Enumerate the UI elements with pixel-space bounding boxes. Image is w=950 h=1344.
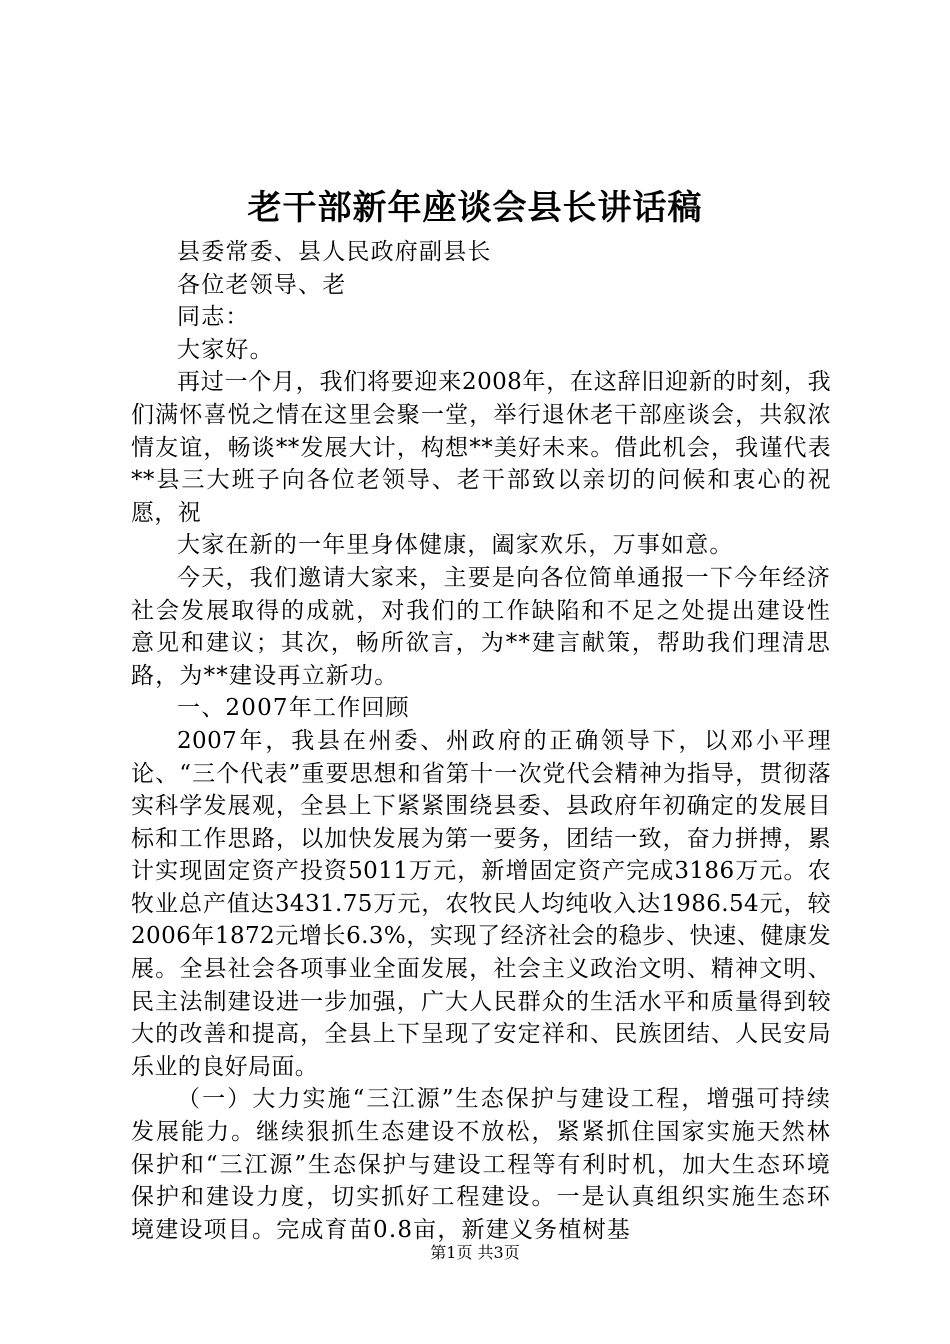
paragraph-8: 2007年，我县在州委、州政府的正确领导下，以邓小平理论、“三个代表”重要思想和省第十一次党代会精神为指导，贯彻落实科学发展观，全县上下紧紧围绕县委、县政府年初确定的发展目标和工作思路，以加快发展为第一要务，团结一致，奋力拼搏，累计实现固定资产投资5011万元，新增固定资产完成3186万元。农牧业总产值达3431.75万元，农牧民人均纯收入达1986.54元，较2006年1872元增长6.3%，实现了经济社会的稳步、快速、健康发展。全县社会各项事业全面发展，社会主义政治文明、精神文明、民主法制建设进一步加强，广大人民群众的生活水平和质量得到较大的改善和提高，全县上下呈现了安定祥和、民族团结、人民安局乐业的良好局面。 <box>131 727 831 1080</box>
section-heading-1: 一、2007年工作回顾 <box>177 695 410 722</box>
paragraph-2: 各位老领导、老 <box>177 271 347 298</box>
paragraph-1: 县委常委、县人民政府副县长 <box>177 239 492 265</box>
document-title: 老干部新年座谈会县长讲话稿 <box>247 188 703 228</box>
paragraph-4: 大家好。 <box>177 336 274 363</box>
paragraph-7: 今天，我们邀请大家来，主要是向各位简单通报一下今年经济社会发展取得的成就，对我们的工作缺陷和不足之处提出建设性意见和建议；其次，畅所欲言，为**建言献策，帮助我们理清思路，为**建设再立新功。 <box>131 564 831 689</box>
paragraph-3: 同志： <box>177 304 250 331</box>
paragraph-6: 大家在新的一年里身体健康，阖家欢乐，万事如意。 <box>177 532 734 559</box>
page-footer: 第1页 共3页 <box>430 1243 520 1262</box>
paragraph-5: 再过一个月，我们将要迎来2008年，在这辞旧迎新的时刻，我们满怀喜悦之情在这里会聚一堂，举行退休老干部座谈会，共叙浓情友谊，畅谈**发展大计，构想**美好未来。借此机会，我谨代表**县三大班子向各位老领导、老干部致以亲切的问候和衷心的祝愿，祝 <box>131 369 831 526</box>
document-body <box>131 236 831 1246</box>
paragraph-9: （一）大力实施“三江源”生态保护与建设工程，增强可持续发展能力。继续狠抓生态建设不放松，紧紧抓住国家实施天然林保护和“三江源”生态保护与建设工程等有利时机，加大生态环境保护和建设力度，切实抓好工程建设。一是认真组织实施生态环境建设项目。完成育苗0.8亩，新建义务植树基 <box>131 1086 831 1243</box>
